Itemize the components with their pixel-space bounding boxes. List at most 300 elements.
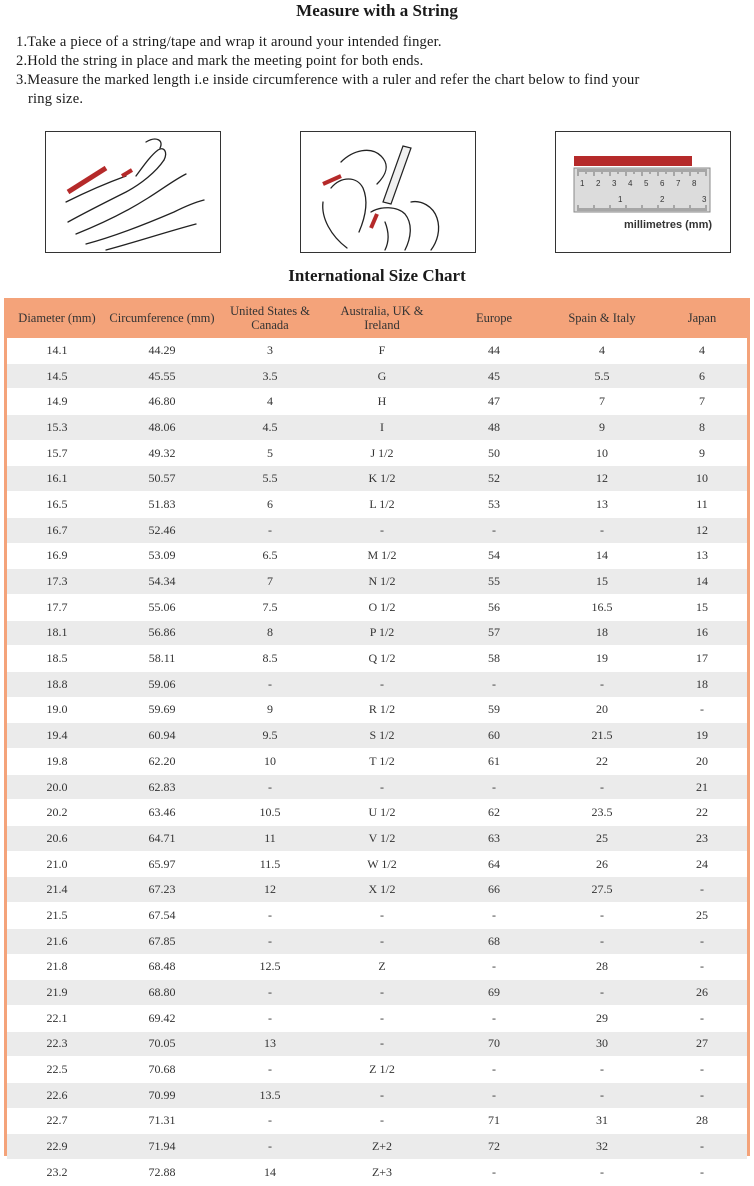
cell-spain-italy: 19 bbox=[547, 646, 657, 672]
table-row bbox=[7, 569, 747, 595]
cell-spain-italy: 32 bbox=[547, 1134, 657, 1160]
hand-wrap-icon bbox=[46, 132, 220, 252]
cell-diameter: 22.1 bbox=[7, 1005, 107, 1031]
cell-spain-italy: 16.5 bbox=[547, 594, 657, 620]
cell-circumference: 46.80 bbox=[107, 389, 217, 415]
table-row bbox=[7, 620, 747, 646]
cell-au-uk-ireland: - bbox=[323, 517, 441, 543]
col-us-canada: United States & Canada bbox=[217, 298, 323, 338]
cell-spain-italy: 5.5 bbox=[547, 363, 657, 389]
cell-us-canada: - bbox=[217, 1108, 323, 1134]
cell-au-uk-ireland: V 1/2 bbox=[323, 826, 441, 852]
cell-japan: 20 bbox=[657, 749, 747, 775]
cell-diameter: 18.1 bbox=[7, 620, 107, 646]
table-row bbox=[7, 749, 747, 775]
cell-diameter: 17.7 bbox=[7, 594, 107, 620]
cell-diameter: 21.6 bbox=[7, 928, 107, 954]
cell-us-canada: 11.5 bbox=[217, 851, 323, 877]
cell-spain-italy: - bbox=[547, 671, 657, 697]
table-row bbox=[7, 338, 747, 363]
cell-europe: 61 bbox=[441, 749, 547, 775]
cell-japan: - bbox=[657, 1134, 747, 1160]
cell-au-uk-ireland: F bbox=[323, 338, 441, 363]
cell-japan: 8 bbox=[657, 415, 747, 441]
cell-diameter: 20.6 bbox=[7, 826, 107, 852]
cell-au-uk-ireland: Z 1/2 bbox=[323, 1057, 441, 1083]
table-row bbox=[7, 1082, 747, 1108]
cell-us-canada: - bbox=[217, 1057, 323, 1083]
cell-japan: 14 bbox=[657, 569, 747, 595]
table-row bbox=[7, 1057, 747, 1083]
cell-au-uk-ireland: S 1/2 bbox=[323, 723, 441, 749]
ruler-tick-label: 4 bbox=[628, 179, 633, 188]
cell-us-canada: 13 bbox=[217, 1031, 323, 1057]
cell-spain-italy: 23.5 bbox=[547, 800, 657, 826]
cell-europe: 54 bbox=[441, 543, 547, 569]
cell-us-canada: 13.5 bbox=[217, 1082, 323, 1108]
cell-circumference: 59.06 bbox=[107, 671, 217, 697]
ruler-icon bbox=[556, 132, 730, 252]
cell-europe: 50 bbox=[441, 440, 547, 466]
cell-spain-italy: 14 bbox=[547, 543, 657, 569]
cell-diameter: 19.8 bbox=[7, 749, 107, 775]
cell-us-canada: - bbox=[217, 1005, 323, 1031]
table-row bbox=[7, 466, 747, 492]
cell-europe: 52 bbox=[441, 466, 547, 492]
cell-europe: - bbox=[441, 671, 547, 697]
cell-europe: 48 bbox=[441, 415, 547, 441]
cell-diameter: 16.5 bbox=[7, 492, 107, 518]
cell-us-canada: - bbox=[217, 928, 323, 954]
cell-us-canada: - bbox=[217, 517, 323, 543]
cell-japan: 23 bbox=[657, 826, 747, 852]
table-row bbox=[7, 363, 747, 389]
cell-au-uk-ireland: Q 1/2 bbox=[323, 646, 441, 672]
cell-spain-italy: 13 bbox=[547, 492, 657, 518]
cell-au-uk-ireland: - bbox=[323, 774, 441, 800]
ruler-lower-tick-label: 3 bbox=[702, 195, 707, 204]
cell-japan: 12 bbox=[657, 517, 747, 543]
cell-japan: - bbox=[657, 928, 747, 954]
table-row bbox=[7, 774, 747, 800]
cell-us-canada: 3.5 bbox=[217, 363, 323, 389]
step-1: 1.Take a piece of a string/tape and wrap it around your intended finger. bbox=[16, 34, 442, 50]
ruler-tick-label: 7 bbox=[676, 179, 681, 188]
cell-au-uk-ireland: T 1/2 bbox=[323, 749, 441, 775]
cell-japan: 13 bbox=[657, 543, 747, 569]
cell-spain-italy: - bbox=[547, 774, 657, 800]
cell-au-uk-ireland: P 1/2 bbox=[323, 620, 441, 646]
table-row bbox=[7, 697, 747, 723]
cell-diameter: 15.3 bbox=[7, 415, 107, 441]
col-europe: Europe bbox=[441, 298, 547, 338]
table-row bbox=[7, 517, 747, 543]
cell-japan: 9 bbox=[657, 440, 747, 466]
cell-diameter: 21.5 bbox=[7, 903, 107, 929]
cell-diameter: 14.9 bbox=[7, 389, 107, 415]
cell-us-canada: - bbox=[217, 671, 323, 697]
cell-europe: - bbox=[441, 1160, 547, 1186]
table-row bbox=[7, 1031, 747, 1057]
cell-circumference: 48.06 bbox=[107, 415, 217, 441]
cell-diameter: 16.9 bbox=[7, 543, 107, 569]
cell-europe: 70 bbox=[441, 1031, 547, 1057]
cell-us-canada: 10 bbox=[217, 749, 323, 775]
mark-point-illustration bbox=[300, 131, 476, 253]
cell-europe: 62 bbox=[441, 800, 547, 826]
cell-spain-italy: - bbox=[547, 1160, 657, 1186]
cell-japan: 24 bbox=[657, 851, 747, 877]
step-3-continuation: ring size. bbox=[28, 91, 84, 107]
cell-circumference: 51.83 bbox=[107, 492, 217, 518]
cell-japan: 16 bbox=[657, 620, 747, 646]
ruler-lower-tick-label: 2 bbox=[660, 195, 665, 204]
cell-circumference: 62.83 bbox=[107, 774, 217, 800]
cell-circumference: 70.99 bbox=[107, 1082, 217, 1108]
cell-spain-italy: - bbox=[547, 928, 657, 954]
cell-europe: 66 bbox=[441, 877, 547, 903]
table-row bbox=[7, 928, 747, 954]
cell-japan: 19 bbox=[657, 723, 747, 749]
cell-japan: - bbox=[657, 1160, 747, 1186]
cell-circumference: 50.57 bbox=[107, 466, 217, 492]
cell-us-canada: 6.5 bbox=[217, 543, 323, 569]
cell-spain-italy: 12 bbox=[547, 466, 657, 492]
cell-europe: 58 bbox=[441, 646, 547, 672]
cell-au-uk-ireland: M 1/2 bbox=[323, 543, 441, 569]
page-title: Measure with a String bbox=[296, 1, 458, 20]
cell-us-canada: 8 bbox=[217, 620, 323, 646]
col-japan: Japan bbox=[657, 298, 747, 338]
cell-us-canada: 4.5 bbox=[217, 415, 323, 441]
cell-circumference: 59.69 bbox=[107, 697, 217, 723]
cell-spain-italy: 27.5 bbox=[547, 877, 657, 903]
cell-circumference: 68.80 bbox=[107, 980, 217, 1006]
ruler-tick-label: 1 bbox=[580, 179, 585, 188]
cell-japan: - bbox=[657, 697, 747, 723]
cell-diameter: 21.9 bbox=[7, 980, 107, 1006]
cell-europe: 57 bbox=[441, 620, 547, 646]
cell-europe: 63 bbox=[441, 826, 547, 852]
cell-us-canada: - bbox=[217, 774, 323, 800]
size-table bbox=[7, 298, 747, 1186]
instructions bbox=[16, 33, 744, 109]
table-row bbox=[7, 543, 747, 569]
cell-diameter: 22.6 bbox=[7, 1082, 107, 1108]
cell-spain-italy: 31 bbox=[547, 1108, 657, 1134]
cell-diameter: 14.5 bbox=[7, 363, 107, 389]
cell-diameter: 21.0 bbox=[7, 851, 107, 877]
cell-circumference: 58.11 bbox=[107, 646, 217, 672]
cell-europe: - bbox=[441, 774, 547, 800]
ruler-tick-label: 2 bbox=[596, 179, 601, 188]
cell-au-uk-ireland: - bbox=[323, 928, 441, 954]
cell-us-canada: 5.5 bbox=[217, 466, 323, 492]
table-row bbox=[7, 800, 747, 826]
cell-au-uk-ireland: R 1/2 bbox=[323, 697, 441, 723]
ruler-tick-label: 8 bbox=[692, 179, 697, 188]
cell-spain-italy: 25 bbox=[547, 826, 657, 852]
cell-diameter: 18.8 bbox=[7, 671, 107, 697]
cell-au-uk-ireland: U 1/2 bbox=[323, 800, 441, 826]
cell-diameter: 22.3 bbox=[7, 1031, 107, 1057]
cell-us-canada: 7.5 bbox=[217, 594, 323, 620]
cell-us-canada: - bbox=[217, 903, 323, 929]
cell-au-uk-ireland: - bbox=[323, 980, 441, 1006]
table-row bbox=[7, 671, 747, 697]
cell-au-uk-ireland: - bbox=[323, 1031, 441, 1057]
cell-japan: 26 bbox=[657, 980, 747, 1006]
cell-circumference: 71.94 bbox=[107, 1134, 217, 1160]
col-spain-italy: Spain & Italy bbox=[547, 298, 657, 338]
table-row bbox=[7, 492, 747, 518]
table-row bbox=[7, 851, 747, 877]
cell-spain-italy: 21.5 bbox=[547, 723, 657, 749]
cell-au-uk-ireland: Z bbox=[323, 954, 441, 980]
ruler-tick-label: 3 bbox=[612, 179, 617, 188]
cell-europe: 45 bbox=[441, 363, 547, 389]
cell-japan: 21 bbox=[657, 774, 747, 800]
cell-spain-italy: 7 bbox=[547, 389, 657, 415]
col-circumference: Circumference (mm) bbox=[107, 298, 217, 338]
cell-us-canada: 12 bbox=[217, 877, 323, 903]
cell-us-canada: 9.5 bbox=[217, 723, 323, 749]
cell-spain-italy: 30 bbox=[547, 1031, 657, 1057]
cell-circumference: 56.86 bbox=[107, 620, 217, 646]
table-row bbox=[7, 1160, 747, 1186]
cell-europe: - bbox=[441, 903, 547, 929]
cell-circumference: 67.23 bbox=[107, 877, 217, 903]
red-string-bar bbox=[574, 156, 692, 166]
cell-us-canada: 9 bbox=[217, 697, 323, 723]
cell-diameter: 19.4 bbox=[7, 723, 107, 749]
cell-japan: 18 bbox=[657, 671, 747, 697]
cell-au-uk-ireland: - bbox=[323, 1108, 441, 1134]
table-row bbox=[7, 1005, 747, 1031]
cell-spain-italy: 9 bbox=[547, 415, 657, 441]
table-row bbox=[7, 389, 747, 415]
cell-au-uk-ireland: L 1/2 bbox=[323, 492, 441, 518]
cell-diameter: 17.3 bbox=[7, 569, 107, 595]
cell-japan: 17 bbox=[657, 646, 747, 672]
cell-au-uk-ireland: - bbox=[323, 671, 441, 697]
cell-us-canada: 7 bbox=[217, 569, 323, 595]
cell-us-canada: 12.5 bbox=[217, 954, 323, 980]
cell-spain-italy: - bbox=[547, 1082, 657, 1108]
cell-au-uk-ireland: - bbox=[323, 903, 441, 929]
cell-au-uk-ireland: J 1/2 bbox=[323, 440, 441, 466]
cell-japan: 11 bbox=[657, 492, 747, 518]
cell-diameter: 15.7 bbox=[7, 440, 107, 466]
step-2: 2.Hold the string in place and mark the meeting point for both ends. bbox=[16, 53, 424, 69]
cell-europe: 68 bbox=[441, 928, 547, 954]
cell-diameter: 21.4 bbox=[7, 877, 107, 903]
cell-diameter: 16.1 bbox=[7, 466, 107, 492]
cell-au-uk-ireland: O 1/2 bbox=[323, 594, 441, 620]
cell-us-canada: 4 bbox=[217, 389, 323, 415]
col-au-uk-ireland: Australia, UK & Ireland bbox=[323, 298, 441, 338]
cell-circumference: 44.29 bbox=[107, 338, 217, 363]
pen-mark-icon bbox=[301, 132, 475, 252]
cell-circumference: 60.94 bbox=[107, 723, 217, 749]
cell-au-uk-ireland: Z+2 bbox=[323, 1134, 441, 1160]
step-3: 3.Measure the marked length i.e inside circumference with a ruler and refer the chart below to find your bbox=[16, 72, 640, 88]
cell-spain-italy: 29 bbox=[547, 1005, 657, 1031]
cell-circumference: 55.06 bbox=[107, 594, 217, 620]
table-row bbox=[7, 903, 747, 929]
cell-circumference: 54.34 bbox=[107, 569, 217, 595]
cell-diameter: 20.2 bbox=[7, 800, 107, 826]
cell-europe: 60 bbox=[441, 723, 547, 749]
cell-diameter: 14.1 bbox=[7, 338, 107, 363]
cell-diameter: 22.5 bbox=[7, 1057, 107, 1083]
cell-au-uk-ireland: Z+3 bbox=[323, 1160, 441, 1186]
ruler-caption: millimetres (mm) bbox=[624, 219, 713, 231]
cell-europe: - bbox=[441, 1082, 547, 1108]
cell-au-uk-ireland: K 1/2 bbox=[323, 466, 441, 492]
table-row bbox=[7, 723, 747, 749]
cell-japan: 10 bbox=[657, 466, 747, 492]
cell-japan: 7 bbox=[657, 389, 747, 415]
cell-spain-italy: 22 bbox=[547, 749, 657, 775]
cell-spain-italy: - bbox=[547, 980, 657, 1006]
cell-us-canada: 8.5 bbox=[217, 646, 323, 672]
table-row bbox=[7, 954, 747, 980]
table-row bbox=[7, 1108, 747, 1134]
cell-diameter: 19.0 bbox=[7, 697, 107, 723]
chart-title: International Size Chart bbox=[288, 266, 466, 285]
cell-au-uk-ireland: I bbox=[323, 415, 441, 441]
cell-europe: 55 bbox=[441, 569, 547, 595]
cell-japan: 28 bbox=[657, 1108, 747, 1134]
cell-circumference: 67.54 bbox=[107, 903, 217, 929]
cell-circumference: 65.97 bbox=[107, 851, 217, 877]
size-chart bbox=[4, 298, 750, 1179]
cell-au-uk-ireland: N 1/2 bbox=[323, 569, 441, 595]
red-string-mark bbox=[68, 168, 106, 192]
cell-circumference: 64.71 bbox=[107, 826, 217, 852]
table-row bbox=[7, 594, 747, 620]
cell-diameter: 16.7 bbox=[7, 517, 107, 543]
cell-europe: - bbox=[441, 1005, 547, 1031]
cell-us-canada: 5 bbox=[217, 440, 323, 466]
cell-circumference: 69.42 bbox=[107, 1005, 217, 1031]
cell-diameter: 22.9 bbox=[7, 1134, 107, 1160]
col-diameter: Diameter (mm) bbox=[7, 298, 107, 338]
cell-europe: - bbox=[441, 1057, 547, 1083]
cell-europe: 64 bbox=[441, 851, 547, 877]
table-row bbox=[7, 980, 747, 1006]
cell-au-uk-ireland: H bbox=[323, 389, 441, 415]
cell-au-uk-ireland: - bbox=[323, 1005, 441, 1031]
table-row bbox=[7, 1134, 747, 1160]
cell-japan: 25 bbox=[657, 903, 747, 929]
cell-circumference: 45.55 bbox=[107, 363, 217, 389]
table-header-row bbox=[7, 298, 747, 338]
cell-us-canada: 11 bbox=[217, 826, 323, 852]
cell-circumference: 68.48 bbox=[107, 954, 217, 980]
cell-circumference: 71.31 bbox=[107, 1108, 217, 1134]
cell-japan: 15 bbox=[657, 594, 747, 620]
cell-us-canada: - bbox=[217, 1134, 323, 1160]
cell-circumference: 70.05 bbox=[107, 1031, 217, 1057]
cell-europe: 69 bbox=[441, 980, 547, 1006]
cell-us-canada: 3 bbox=[217, 338, 323, 363]
cell-japan: - bbox=[657, 1005, 747, 1031]
cell-circumference: 53.09 bbox=[107, 543, 217, 569]
cell-japan: - bbox=[657, 877, 747, 903]
ruler-illustration bbox=[555, 131, 731, 253]
cell-japan: 4 bbox=[657, 338, 747, 363]
cell-japan: 6 bbox=[657, 363, 747, 389]
cell-japan: 22 bbox=[657, 800, 747, 826]
cell-spain-italy: 28 bbox=[547, 954, 657, 980]
cell-spain-italy: 20 bbox=[547, 697, 657, 723]
cell-europe: 53 bbox=[441, 492, 547, 518]
cell-spain-italy: 26 bbox=[547, 851, 657, 877]
cell-au-uk-ireland: G bbox=[323, 363, 441, 389]
cell-europe: 71 bbox=[441, 1108, 547, 1134]
cell-spain-italy: 4 bbox=[547, 338, 657, 363]
cell-us-canada: - bbox=[217, 980, 323, 1006]
cell-europe: 59 bbox=[441, 697, 547, 723]
cell-circumference: 72.88 bbox=[107, 1160, 217, 1186]
cell-europe: 72 bbox=[441, 1134, 547, 1160]
cell-au-uk-ireland: - bbox=[323, 1082, 441, 1108]
cell-europe: - bbox=[441, 517, 547, 543]
cell-spain-italy: - bbox=[547, 517, 657, 543]
cell-au-uk-ireland: W 1/2 bbox=[323, 851, 441, 877]
cell-circumference: 52.46 bbox=[107, 517, 217, 543]
cell-spain-italy: - bbox=[547, 903, 657, 929]
cell-japan: - bbox=[657, 954, 747, 980]
cell-circumference: 63.46 bbox=[107, 800, 217, 826]
cell-spain-italy: 10 bbox=[547, 440, 657, 466]
cell-japan: - bbox=[657, 1082, 747, 1108]
wrap-string-illustration bbox=[45, 131, 221, 253]
ruler-lower-tick-label: 1 bbox=[618, 195, 623, 204]
table-row bbox=[7, 877, 747, 903]
cell-circumference: 67.85 bbox=[107, 928, 217, 954]
cell-europe: 47 bbox=[441, 389, 547, 415]
table-row bbox=[7, 826, 747, 852]
cell-spain-italy: 18 bbox=[547, 620, 657, 646]
cell-spain-italy: - bbox=[547, 1057, 657, 1083]
table-row bbox=[7, 440, 747, 466]
cell-us-canada: 6 bbox=[217, 492, 323, 518]
cell-diameter: 20.0 bbox=[7, 774, 107, 800]
cell-diameter: 18.5 bbox=[7, 646, 107, 672]
ruler-tick-label: 5 bbox=[644, 179, 649, 188]
cell-au-uk-ireland: X 1/2 bbox=[323, 877, 441, 903]
cell-circumference: 49.32 bbox=[107, 440, 217, 466]
cell-us-canada: 14 bbox=[217, 1160, 323, 1186]
cell-europe: 56 bbox=[441, 594, 547, 620]
cell-japan: 27 bbox=[657, 1031, 747, 1057]
cell-diameter: 22.7 bbox=[7, 1108, 107, 1134]
cell-circumference: 70.68 bbox=[107, 1057, 217, 1083]
cell-spain-italy: 15 bbox=[547, 569, 657, 595]
cell-us-canada: 10.5 bbox=[217, 800, 323, 826]
cell-diameter: 23.2 bbox=[7, 1160, 107, 1186]
cell-diameter: 21.8 bbox=[7, 954, 107, 980]
table-row bbox=[7, 415, 747, 441]
cell-circumference: 62.20 bbox=[107, 749, 217, 775]
pen bbox=[383, 146, 411, 204]
table-row bbox=[7, 646, 747, 672]
ruler-tick-label: 6 bbox=[660, 179, 665, 188]
cell-europe: 44 bbox=[441, 338, 547, 363]
